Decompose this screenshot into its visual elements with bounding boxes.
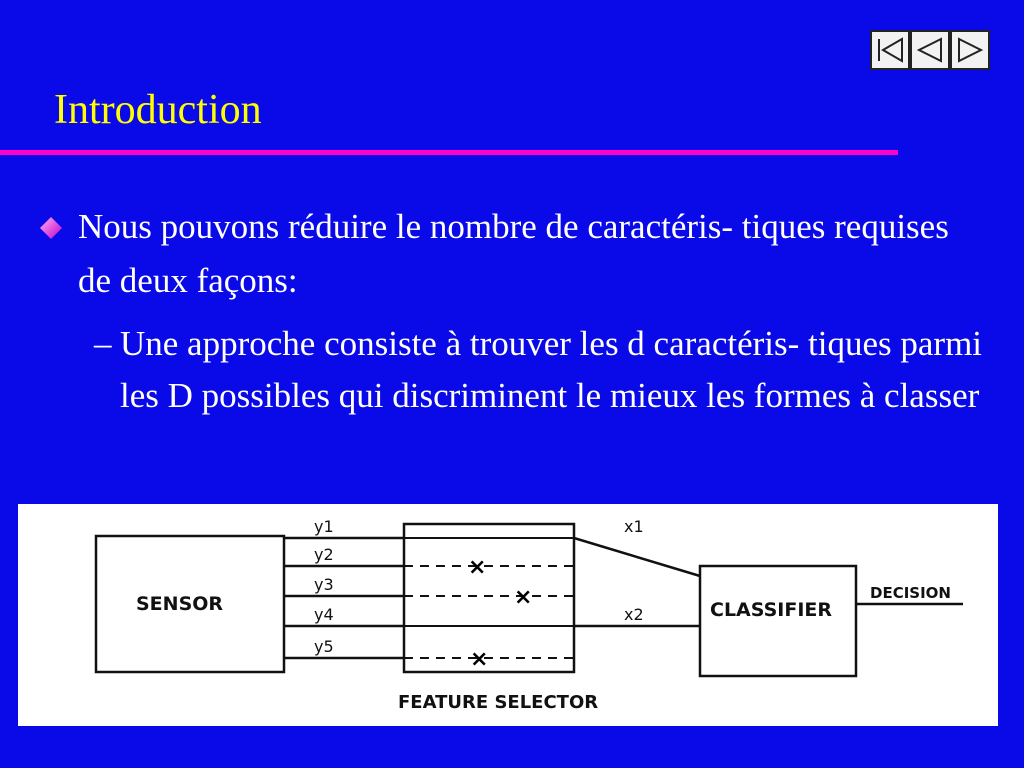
sensor-label: SENSOR — [136, 593, 224, 615]
input-label-y3: y3 — [314, 575, 334, 594]
slide-navigation — [870, 30, 992, 70]
sub-bullet-text: Une approche consiste à trouver les d caractéris- tiques parmi les D possibles qui discriminent le mieux les formes à classer — [120, 324, 983, 415]
cross-mark: × — [468, 555, 487, 580]
slide-title: Introduction — [54, 87, 262, 133]
sub-bullet-item — [94, 318, 994, 422]
cross-mark: × — [470, 647, 489, 672]
diamond-bullet-icon — [40, 217, 62, 239]
input-label-y5: y5 — [314, 637, 334, 656]
feature-selector-label: FEATURE SELECTOR — [398, 692, 599, 713]
bullet-item — [40, 200, 960, 308]
input-label-y4: y4 — [314, 605, 334, 624]
next-slide-icon — [955, 35, 985, 65]
output-label-x2: x2 — [624, 605, 644, 624]
input-label-y1: y1 — [314, 517, 334, 536]
previous-slide-icon — [915, 35, 945, 65]
feature-selector-box — [404, 524, 574, 672]
sub-bullet-dash: – — [94, 324, 112, 363]
diagram-svg — [18, 504, 998, 726]
first-slide-icon — [875, 35, 905, 65]
feature-selector-diagram — [18, 504, 998, 726]
bullet-text: Nous pouvons réduire le nombre de caractéris- tiques requises de deux façons: — [78, 207, 949, 300]
output-label-x1: x1 — [624, 517, 644, 536]
title-divider — [0, 150, 898, 155]
previous-slide-button[interactable] — [910, 30, 950, 70]
next-slide-button[interactable] — [950, 30, 990, 70]
classifier-label: CLASSIFIER — [710, 599, 832, 621]
cross-mark: × — [514, 585, 533, 610]
input-label-y2: y2 — [314, 545, 334, 564]
decision-label: DECISION — [870, 584, 951, 602]
first-slide-button[interactable] — [870, 30, 910, 70]
classifier-box — [700, 566, 856, 676]
